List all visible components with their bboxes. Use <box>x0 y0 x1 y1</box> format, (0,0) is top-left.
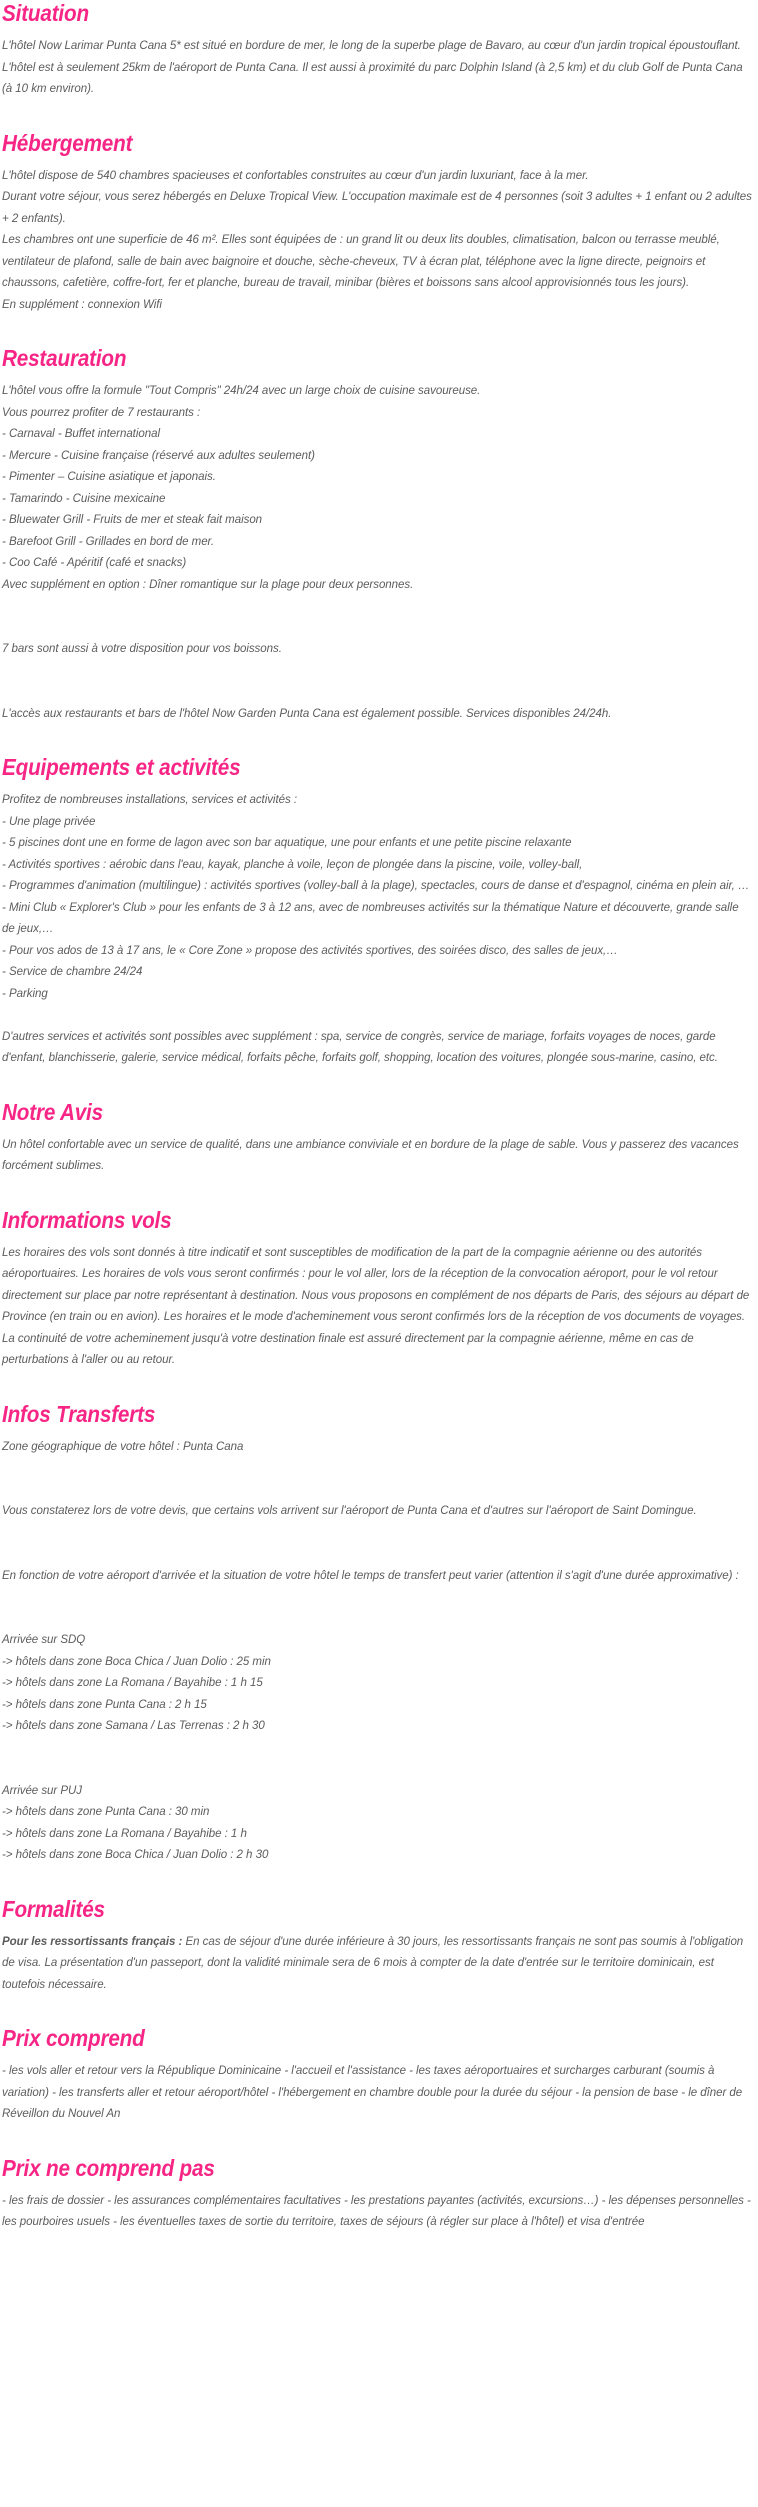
spacer <box>2 1004 754 1026</box>
prix-comprend-paragraph: - les vols aller et retour vers la République Dominicaine - l'accueil et l'assistance - les taxes aéroportuaires et surcharges carburant (soumis à variation) - les transferts aller et retour aéroport/hôtel - l'hébergement en chambre double pour la durée du séjour - la pension de base - le dîner de Réveillon du Nouvel An <box>2 2063 743 2120</box>
section-informations-vols <box>2 1207 754 1371</box>
spacer <box>2 1543 754 1565</box>
equipement-item: - Service de chambre 24/24 <box>2 964 143 978</box>
transfert-group-puj: Arrivée sur PUJ <box>2 1782 82 1797</box>
prix-ne-comprend-pas-paragraph: - les frais de dossier - les assurances complémentaires facultatives - les prestations payantes (activités, excursions…) - les dépenses personnelles - les pourboires usuels - les éventuelles taxes de sortie du territoire, taxes de séjours (à régler sur place à l'hôtel) et visa d'entrée <box>2 2192 751 2228</box>
spacer <box>2 1586 754 1608</box>
transfert-item: -> hôtels dans zone Boca Chica / Juan Dolio : 25 min <box>2 1653 271 1668</box>
formalites-lead: Pour les ressortissants français : <box>2 1933 183 1948</box>
transfert-zone: Zone géographique de votre hôtel : Punta Cana <box>2 1438 244 1453</box>
equipement-item: - Mini Club « Explorer's Club » pour les enfants de 3 à 12 ans, avec de nombreuses activités sur la thématique Nature et découverte, grande salle de jeux,… <box>2 899 739 935</box>
section-hebergement <box>2 130 754 316</box>
section-title-equipements: Equipements et activités <box>2 754 241 780</box>
equipement-item: - 5 piscines dont une en forme de lagon avec son bar aquatique, une pour enfants et une petite piscine relaxante <box>2 835 572 849</box>
hebergement-line: En supplément : connexion Wifi <box>2 296 162 311</box>
hebergement-lines <box>2 165 754 316</box>
restaurant-item: - Bluewater Grill - Fruits de mer et steak fait maison <box>2 512 263 526</box>
section-title-restauration: Restauration <box>2 345 127 371</box>
section-prix-ne-comprend-pas <box>2 2155 754 2233</box>
notre-avis-paragraph: Un hôtel confortable avec un service de qualité, dans une ambiance conviviale et en bordure de la plage de sable. Vous y passerez des vacances forcément sublimes. <box>2 1136 739 1172</box>
section-equipements <box>2 754 754 1069</box>
equipements-line: Profitez de nombreuses installations, services et activités : <box>2 792 297 806</box>
equipement-item: - Activités sportives : aérobic dans l'eau, kayak, planche à voile, leçon de plongée dans la piscine, voile, volley-ball, <box>2 856 583 871</box>
section-title-hebergement: Hébergement <box>2 129 133 156</box>
section-title-prix-ne-comprend-pas: Prix ne comprend pas <box>2 2154 215 2181</box>
restauration-line: 7 bars sont aussi à votre disposition pour vos boissons. <box>2 641 282 655</box>
spacer <box>2 1758 754 1780</box>
infos-transferts-lines <box>2 1436 754 1866</box>
transfert-item: -> hôtels dans zone Punta Cana : 30 min <box>2 1804 210 1818</box>
restauration-line: Avec supplément en option : Dîner romantique sur la plage pour deux personnes. <box>2 576 414 591</box>
section-infos-transferts <box>2 1401 754 1866</box>
section-title-prix-comprend: Prix comprend <box>2 2025 145 2051</box>
transfert-item: -> hôtels dans zone Punta Cana : 2 h 15 <box>2 1696 207 1711</box>
transfert-group-sdq: Arrivée sur SDQ <box>2 1632 86 1646</box>
transfert-item: -> hôtels dans zone La Romana / Bayahibe : 1 h <box>2 1825 247 1840</box>
transfert-note: En fonction de votre aéroport d'arrivée et la situation de votre hôtel le temps de transfert peut varier (attention il s'agit d'une durée approximative) : <box>2 1567 739 1582</box>
hebergement-line: Durant votre séjour, vous serez hébergés en Deluxe Tropical View. L'occupation maximale est de 4 personnes (soit 3 adultes + 1 enfant ou 2 adultes + 2 enfants). <box>2 189 752 225</box>
spacer <box>2 660 754 682</box>
equipement-item: - Parking <box>2 985 48 1000</box>
formalites-rest: En cas de séjour d'une durée inférieure à 30 jours, les ressortissants français ne sont pas soumis à l'obligation de visa. La présentation d'un passeport, dont la validité minimale sera de 6 mois à compter de la date d'entrée sur le territoire dominicain, est toutefois nécessaire. <box>2 1933 744 1991</box>
section-notre-avis <box>2 1099 754 1177</box>
section-formalites <box>2 1896 754 1996</box>
restauration-lines <box>2 380 754 724</box>
spacer <box>2 1479 754 1501</box>
restaurant-item: - Carnaval - Buffet international <box>2 426 160 440</box>
restaurant-item: - Tamarindo - Cuisine mexicaine <box>2 490 166 505</box>
section-prix-comprend <box>2 2025 754 2125</box>
transfert-note: Vous constaterez lors de votre devis, que certains vols arrivent sur l'aéroport de Punta Cana et d'autres sur l'aéroport de Saint Domingue. <box>2 1503 697 1517</box>
section-title-situation: Situation <box>2 0 89 26</box>
restaurant-item: - Pimenter – Cuisine asiatique et japonais. <box>2 469 216 483</box>
equipement-item: - Pour vos ados de 13 à 17 ans, le « Core Zone » propose des activités sportives, des soirées disco, des salles de jeux,… <box>2 942 618 957</box>
equipement-item: - Programmes d'animation (multilingue) : activités sportives (volley-ball à la plage), spectacles, cours de danse et d'espagnol, cinéma en plein air, … <box>2 878 750 892</box>
restaurant-item: - Mercure - Cuisine française (réservé aux adultes seulement) <box>2 447 315 462</box>
section-title-formalites: Formalités <box>2 1895 105 1922</box>
restaurant-item: - Barefoot Grill - Grillades en bord de mer. <box>2 533 215 548</box>
section-situation <box>2 0 754 100</box>
spacer <box>2 617 754 639</box>
section-title-informations-vols: Informations vols <box>2 1206 172 1233</box>
restaurant-item: - Coo Café - Apéritif (café et snacks) <box>2 555 187 569</box>
hebergement-line: Les chambres ont une superficie de 46 m². Elles sont équipées de : un grand lit ou deux lits doubles, climatisation, balcon ou terrasse meublé, ventilateur de plafond, salle de bain avec baignoire et douche, sèche-cheveux, TV à écran plat, téléphone avec la ligne directe, peignoirs et chaussons, cafetière, coffre-fort, fer et planche, bureau de travail, minibar (bières et boissons sans alcool approvisionnés tous les jours). <box>2 232 720 289</box>
hebergement-line: L'hôtel dispose de 540 chambres spacieuses et confortables construites au cœur d'un jardin luxuriant, face à la mer. <box>2 167 589 182</box>
spacer <box>2 681 754 703</box>
restauration-line: L'accès aux restaurants et bars de l'hôtel Now Garden Punta Cana est également possible. Services disponibles 24/24h. <box>2 705 612 720</box>
situation-paragraph: L'hôtel Now Larimar Punta Cana 5* est situé en bordure de mer, le long de la superbe plage de Bavaro, au cœur d'un jardin tropical époustouflant. L'hôtel est à seulement 25km de l'aéroport de Punta Cana. Il est aussi à proximité du parc Dolphin Island (à 2,5 km) et du club Golf de Punta Cana (à 10 km environ). <box>2 38 743 95</box>
formalites-paragraph <box>2 1931 754 1996</box>
equipement-item: - Une plage privée <box>2 813 96 828</box>
restauration-line: L'hôtel vous offre la formule "Tout Compris" 24h/24 avec un large choix de cuisine savoureuse. <box>2 383 481 397</box>
transfert-item: -> hôtels dans zone Samana / Las Terrenas : 2 h 30 <box>2 1718 265 1732</box>
spacer <box>2 595 754 617</box>
spacer <box>2 1608 754 1630</box>
section-title-notre-avis: Notre Avis <box>2 1098 103 1125</box>
spacer <box>2 1457 754 1479</box>
spacer <box>2 1522 754 1544</box>
restauration-line: Vous pourrez profiter de 7 restaurants : <box>2 404 201 419</box>
spacer <box>2 1737 754 1759</box>
transfert-item: -> hôtels dans zone Boca Chica / Juan Dolio : 2 h 30 <box>2 1847 269 1861</box>
section-title-infos-transferts: Infos Transferts <box>2 1400 156 1427</box>
transfert-item: -> hôtels dans zone La Romana / Bayahibe : 1 h 15 <box>2 1675 263 1689</box>
equipements-lines <box>2 789 754 1069</box>
section-restauration <box>2 345 754 724</box>
informations-vols-paragraph: Les horaires des vols sont donnés à titre indicatif et sont susceptibles de modification de la part de la compagnie aérienne ou des autorités aéroportuaires. Les horaires de vols vous seront confirmés : pour le vol aller, lors de la réception de la convocation aéroport, pour le vol retour directement sur place par notre représentant à destination. Nous vous proposons en complément de nos départs de Paris, des séjours au départ de Province (en train ou en avion). Les horaires et le mode d'acheminement vous seront confirmés lors de la réception de vos documents de voyages. La continuité de votre acheminement jusqu'à votre destination finale est assuré directement par la compagnie aérienne, même en cas de perturbations à l'aller ou au retour. <box>2 1244 750 1366</box>
equipements-supplement: D'autres services et activités sont possibles avec supplément : spa, service de congrès, service de mariage, forfaits voyages de noces, garde d'enfant, blanchisserie, galerie, service médical, forfaits pêche, forfaits golf, shopping, location des voitures, plongée sous-marine, casino, etc. <box>2 1028 718 1064</box>
